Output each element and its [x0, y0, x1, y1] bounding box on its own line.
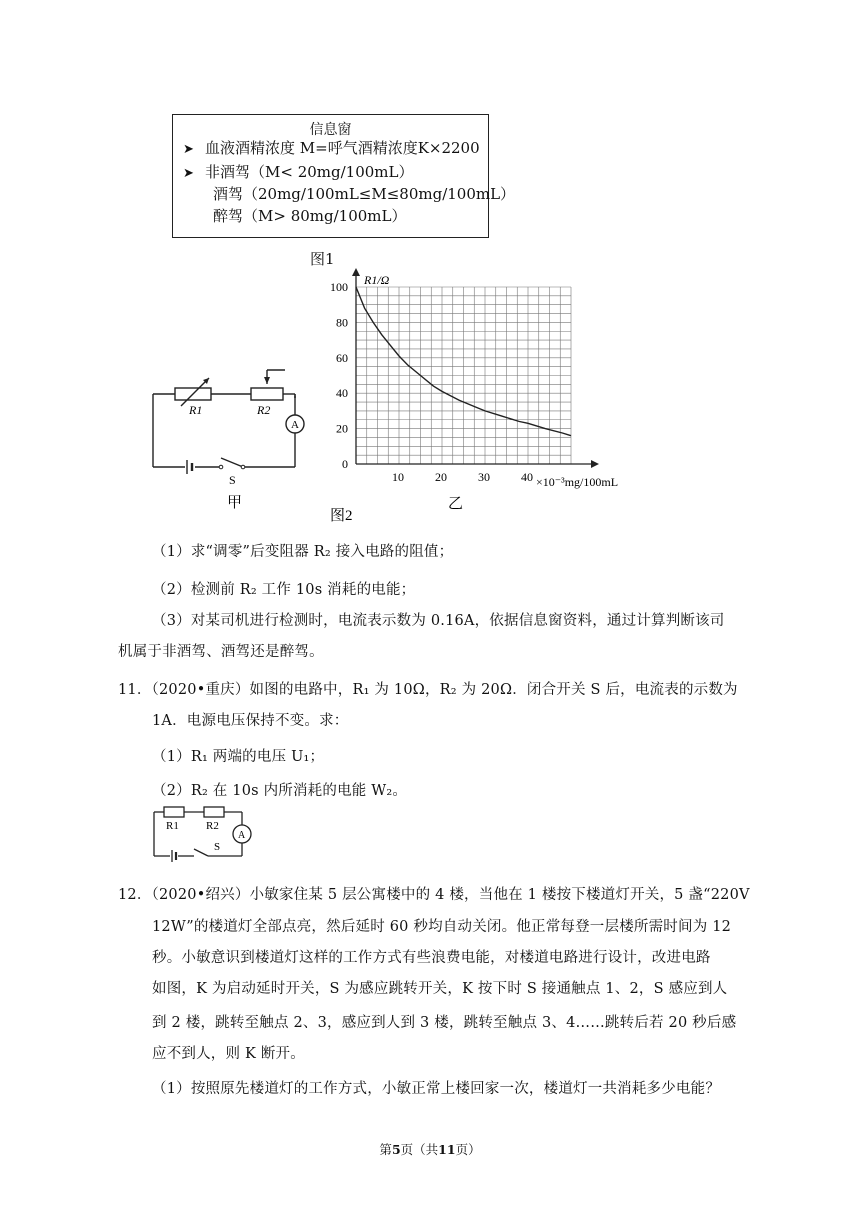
r1-label: R1 [166, 820, 179, 832]
q11-line2: 1A．电源电压保持不变。求： [152, 713, 349, 729]
r1-label: R1 [189, 403, 203, 417]
arrow-bullet-icon: ➤ [183, 166, 194, 181]
ammeter-label: A [238, 830, 246, 841]
info-line-1: ➤ 血液酒精浓度 M=呼气酒精浓度K×2200 [183, 139, 480, 157]
q12-line5: 到 2 楼，跳转至触点 2、3，感应到人到 3 楼，跳转至触点 3、4……跳转后若 20 秒后感 [152, 1015, 737, 1031]
switch-s [221, 458, 243, 467]
q12-line3: 秒。小敏意识到楼道灯这样的工作方式有些浪费电能，对楼道电路进行设计，改进电路 [152, 950, 711, 966]
x-tick-label: 30 [478, 470, 490, 484]
info-window [172, 114, 516, 238]
x-axis-arrow [591, 460, 599, 468]
page-total: 11 [438, 1142, 456, 1157]
circuit-jia-caption: 甲 [227, 495, 243, 511]
q12-sub1: （1）按照原先楼道灯的工作方式，小敏正常上楼回家一次，楼道灯一共消耗多少电能？ [152, 1081, 721, 1097]
figure1-caption: 图1 [310, 250, 335, 268]
info-line-2: ➤ 非酒驾（M< 20mg/100mL） [183, 163, 414, 181]
x-axis-label: ×10⁻³mg/100mL [536, 475, 619, 489]
resistor-r2 [204, 807, 224, 817]
q10-sub3-line2: 机属于非酒驾、酒驾还是醉驾。 [118, 644, 324, 660]
chart-r1-vs-concentration [320, 262, 650, 522]
y-axis-label: R1/Ω [364, 273, 390, 287]
r2-label: R2 [206, 820, 219, 832]
x-tick-label: 40 [521, 470, 533, 484]
y-tick-label: 60 [336, 350, 348, 365]
q11-sub2: （2）R₂ 在 10s 内所消耗的电能 W₂。 [152, 783, 408, 799]
x-tick-label: 10 [392, 470, 404, 484]
y-axis-arrow [352, 268, 360, 276]
y-tick-label: 20 [336, 421, 348, 436]
q11-sub1: （1）R₁ 两端的电压 U₁； [152, 749, 325, 765]
info-line-3: 酒驾（20mg/100mL≤M≤80mg/100mL） [213, 185, 516, 203]
y-tick-label: 100 [330, 280, 348, 294]
figure2-caption: 图2 [330, 508, 353, 522]
q12-line2: 12W”的楼道灯全部点亮，然后延时 60 秒均自动关闭。他正常每登一层楼所需时间为 12 [152, 919, 732, 935]
y-tick-label: 80 [336, 315, 348, 330]
q10-sub3-line1: （3）对某司机进行检测时，电流表示数为 0.16A，依据信息窗资料，通过计算判断该司 [152, 613, 725, 629]
switch-label: S [214, 841, 221, 853]
arrow-bullet-icon: ➤ [183, 142, 194, 157]
circuit-q11-diagram [148, 806, 258, 862]
switch-s [194, 849, 208, 856]
q12-line4: 如图，K 为启动延时开关，S 为感应跳转开关，K 按下时 S 接通触点 1、2，S 感应到人 [152, 981, 728, 997]
page-number: 5 [391, 1142, 401, 1157]
switch-label: S [229, 473, 236, 487]
y-tick-label: 40 [336, 386, 348, 401]
resistor-r1 [164, 807, 184, 817]
info-line-4: 醉驾（M> 80mg/100mL） [213, 207, 407, 225]
circuit-jia-diagram [145, 362, 315, 512]
page-footer: 第5页（共11页） [379, 1142, 481, 1157]
q12-line6: 应不到人，则 K 断开。 [152, 1046, 305, 1062]
q10-sub1: （1）求“调零”后变阻器 R₂ 接入电路的阻值； [152, 544, 454, 560]
q10-sub2: （2）检测前 R₂ 工作 10s 消耗的电能； [152, 582, 416, 598]
chart-yi-caption: 乙 [448, 496, 464, 512]
q11-line1: 11．（2020•重庆）如图的电路中，R₁ 为 10Ω，R₂ 为 20Ω．闭合开关 S 后，电流表的示数为 [118, 682, 738, 698]
ammeter-label: A [291, 419, 299, 431]
q12-line1: 12．（2020•绍兴）小敏家住某 5 层公寓楼中的 4 楼，当他在 1 楼按下楼道灯开关，5 盏“220V [118, 887, 750, 903]
resistor-r2 [251, 388, 283, 400]
r2-label: R2 [257, 403, 271, 417]
y-tick-label: 0 [342, 457, 348, 471]
x-tick-label: 20 [435, 470, 447, 484]
info-window-title: 信息窗 [309, 122, 352, 138]
